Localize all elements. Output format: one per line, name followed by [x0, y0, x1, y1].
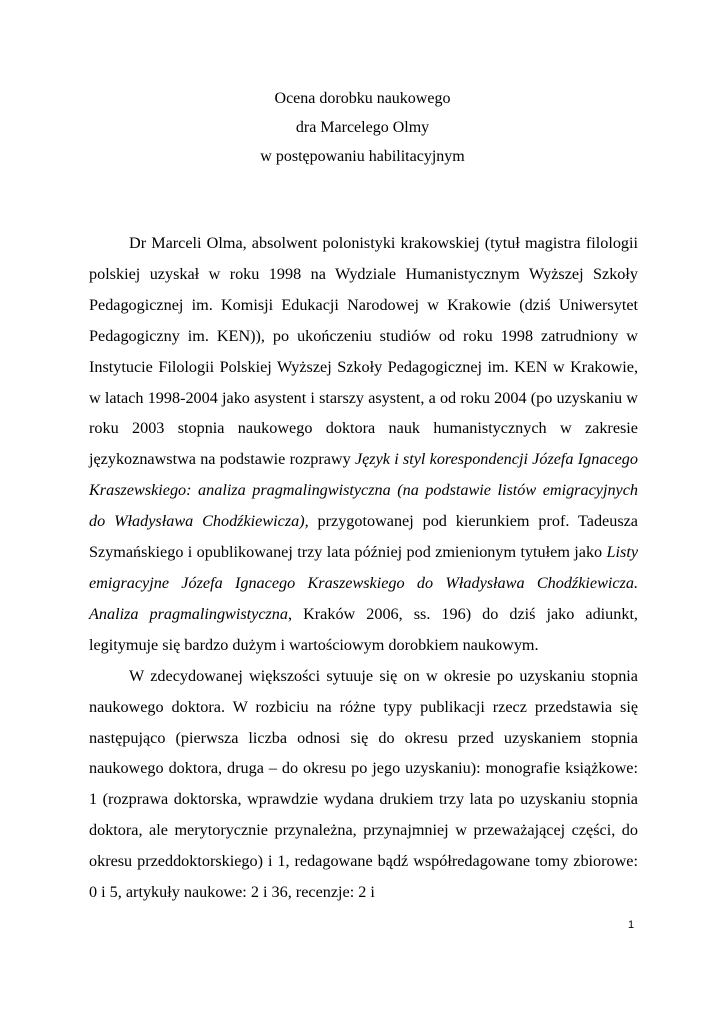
document-body — [89, 228, 638, 908]
paragraph-1-text-2: przygotowanej pod kierunkiem prof. Tadeusza Szymańskiego i opublikowanej trzy lata później pod zmienionym tytułem jako — [89, 512, 638, 562]
paragraph-2: W zdecydowanej większości sytuuje się on w okresie po uzyskaniu stopnia naukowego doktora. W rozbiciu na różne typy publikacji rzecz przedstawia się następująco (pierwsza liczba odnosi się do okresu przed uzyskaniem stopnia naukowego doktora, druga – do okresu po jego uzyskaniu): monografie książkowe: 1 (rozprawa doktorska, wprawdzie wydana drukiem trzy lata po uzyskaniu stopnia doktora, ale merytorycznie przynależna, przynajmniej w przeważającej części, do okresu przeddoktorskiego) i 1, redagowane bądź współredagowane tomy zbiorowe: 0 i 5, artykuły naukowe: 2 i 36, recenzje: 2 i — [89, 666, 638, 902]
published-book-title: Listy emigracyjne Józefa Ignacego Kraszewskiego do Władysława Chodźkiewicza. Analiza pragmalingwistyczna — [89, 543, 638, 623]
title-line-2: dra Marcelego Olmy — [295, 119, 430, 136]
title-line-1: Ocena dorobku naukowego — [274, 90, 451, 107]
paragraph-1-text-3: , Kraków 2006, ss. 196) do dziś jako adiunkt, legitymuje się bardzo dużym i wartościowym dorobkiem naukowym. — [89, 604, 638, 654]
paragraph-1 — [89, 228, 638, 661]
document-title — [0, 84, 725, 171]
page-number: 1 — [628, 919, 635, 931]
title-line-3: w postępowaniu habilitacyjnym — [260, 148, 465, 165]
paragraph-1-text-1: Dr Marceli Olma, absolwent polonistyki krakowskiej (tytuł magistra filologii polskiej uzyskał w roku 1998 na Wydziale Humanistycznym Wyższej Szkoły Pedagogicznej im. Komisji Edukacji Narodowej w Krakowie (dziś Uniwersytet Pedagogiczny im. KEN)), po ukończeniu studiów od roku 1998 zatrudniony w Instytucie Filologii Polskiej Wyższej Szkoły Pedagogicznej im. KEN w Krakowie, w latach 1998-2004 jako asystent i starszy asystent, a od roku 2004 (po uzyskaniu w roku 2003 stopnia naukowego doktora nauk humanistycznych w zakresie językoznawstwa na podstawie rozprawy — [89, 234, 638, 469]
dissertation-title: Język i styl korespondencji Józefa Ignacego Kraszewskiego: analiza pragmalingwistyczna (na podstawie listów emigracyjnych do Władysława Chodźkiewicza), — [89, 450, 638, 531]
